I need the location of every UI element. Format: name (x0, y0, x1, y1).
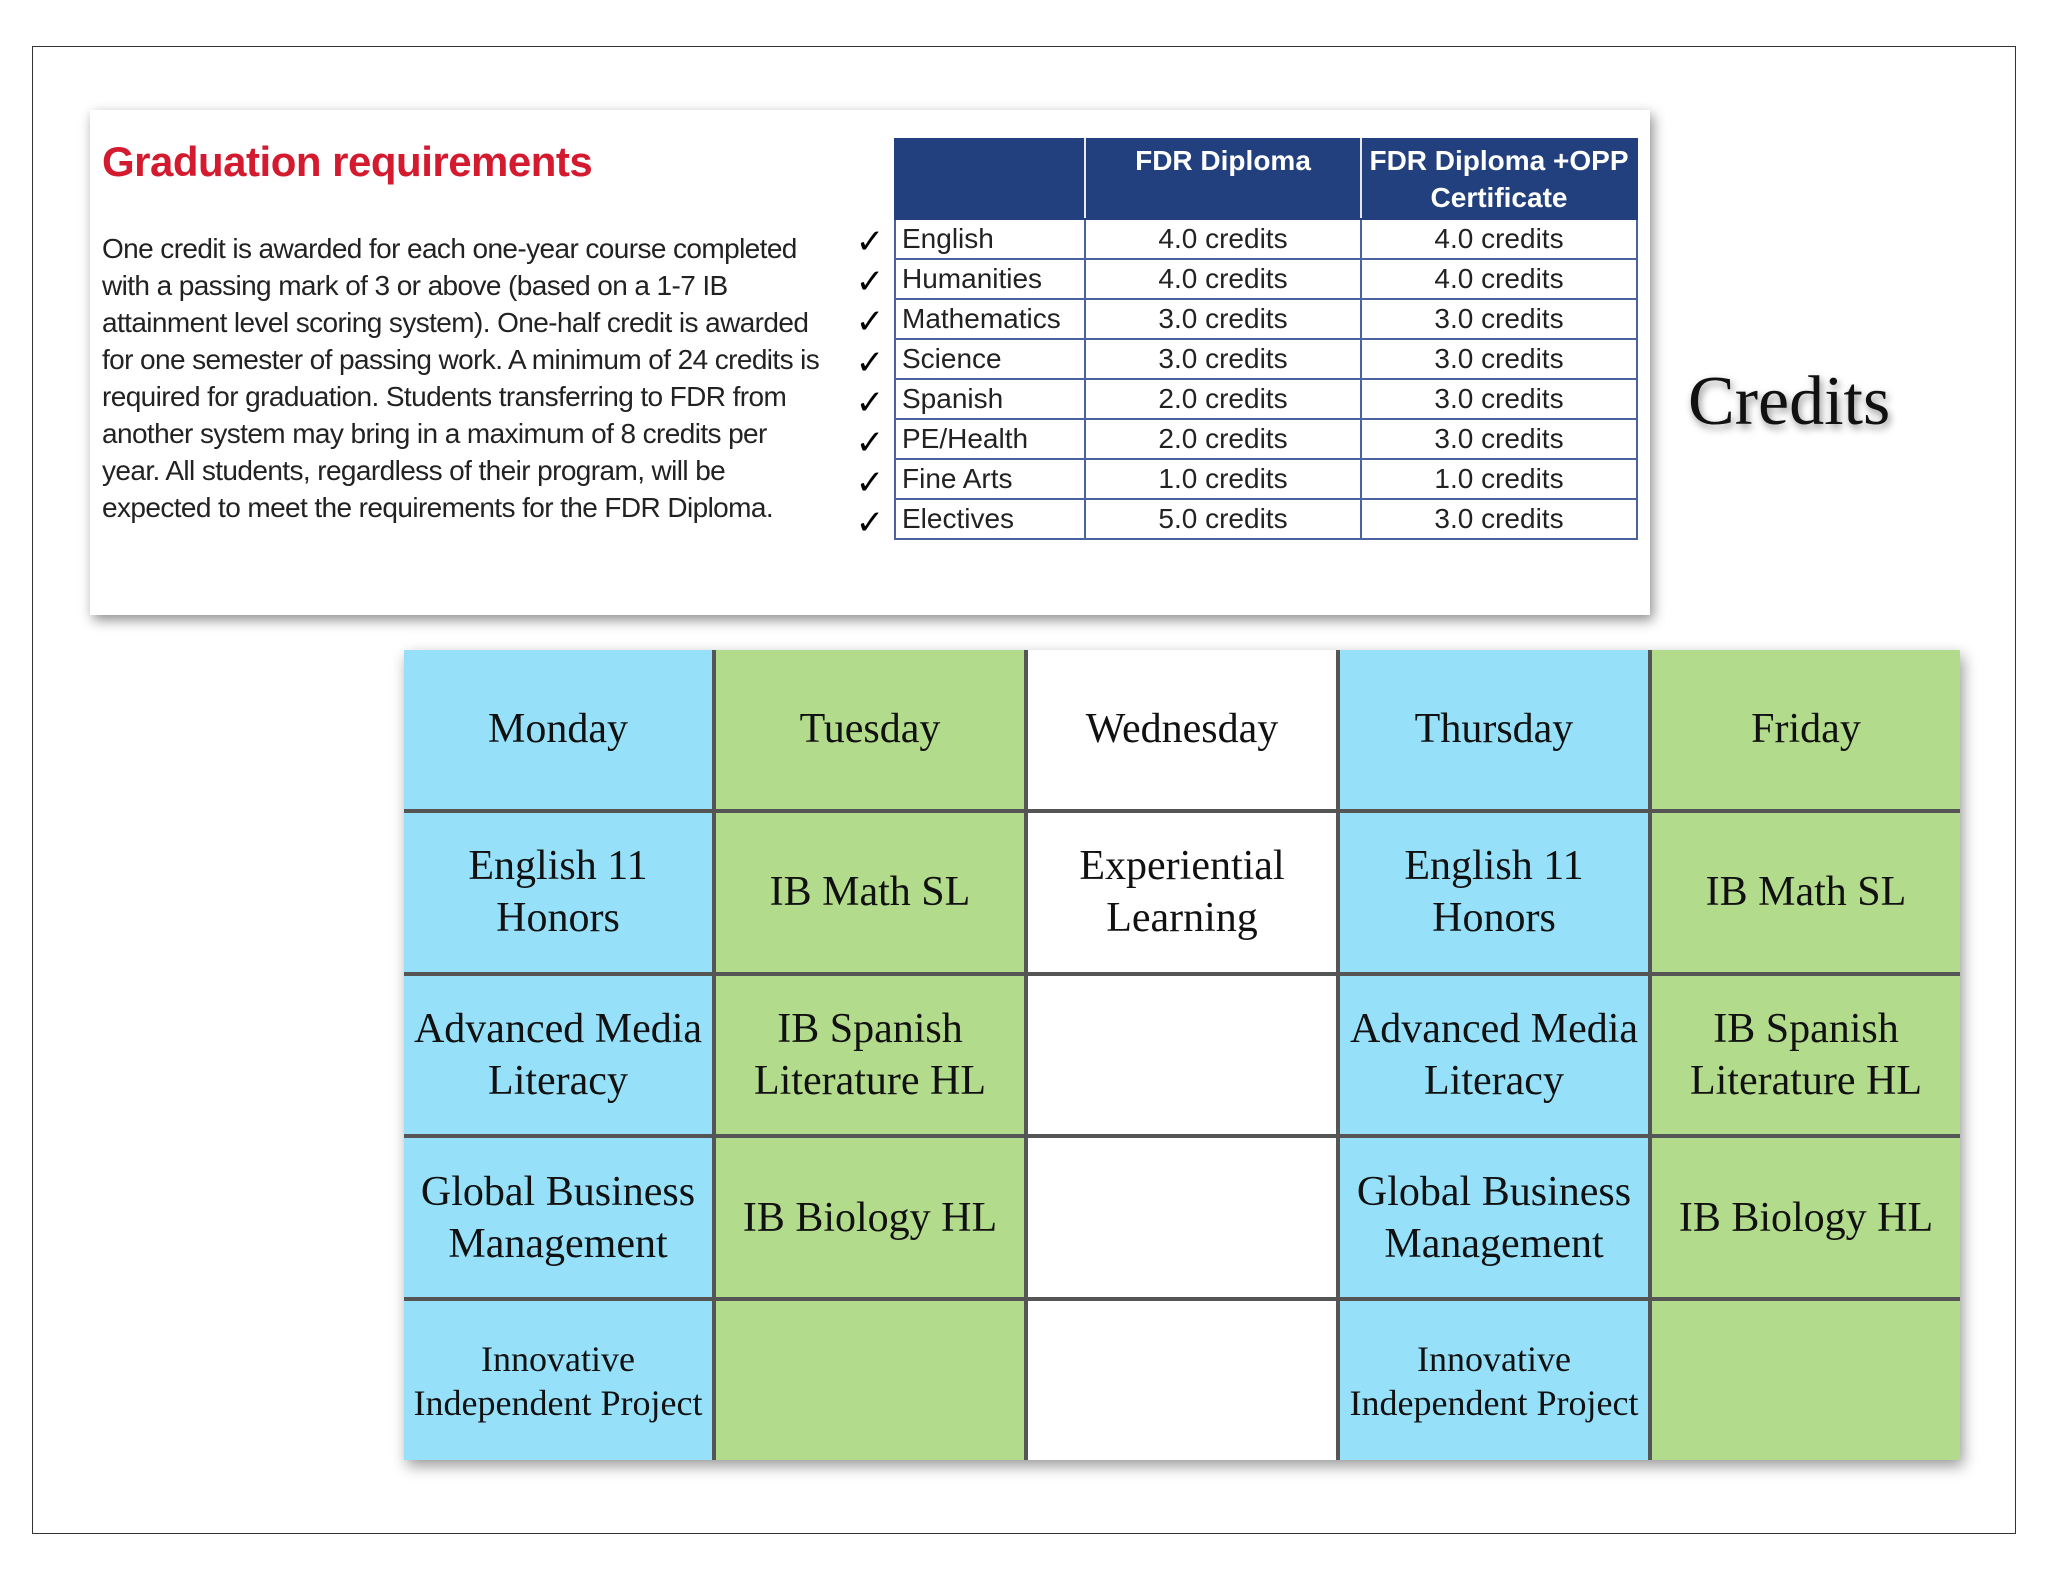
check-icon: ✓ (855, 422, 885, 463)
class-cell: Innovative Independent Project (404, 1301, 712, 1460)
day-header-friday: Friday (1652, 650, 1960, 809)
table-row (895, 259, 1637, 299)
graduation-requirements-card (90, 110, 1650, 615)
class-cell: Global Business Management (404, 1138, 712, 1297)
opp-credits-cell: 1.0 credits (1361, 459, 1637, 499)
fdr-credits-cell: 2.0 credits (1085, 419, 1361, 459)
day-header-wednesday: Wednesday (1028, 650, 1336, 809)
table-row (895, 379, 1637, 419)
check-icon: ✓ (855, 342, 885, 383)
table-row (895, 499, 1637, 539)
class-cell: Innovative Independent Project (1340, 1301, 1648, 1460)
credits-table (894, 138, 1638, 540)
empty-cell (1028, 976, 1336, 1135)
header-fdr-opp-certificate: FDR Diploma +OPP Certificate (1361, 139, 1637, 219)
opp-credits-cell: 3.0 credits (1361, 299, 1637, 339)
table-row (895, 299, 1637, 339)
fdr-credits-cell: 3.0 credits (1085, 339, 1361, 379)
check-icon: ✓ (855, 262, 885, 303)
check-icon: ✓ (855, 222, 885, 262)
class-cell: Advanced Media Literacy (1340, 976, 1648, 1135)
class-cell: IB Biology HL (716, 1138, 1024, 1297)
fdr-credits-cell: 3.0 credits (1085, 299, 1361, 339)
credits-heading: Credits (1688, 363, 1891, 440)
weekly-schedule-grid (404, 650, 1960, 1460)
subject-cell: Fine Arts (895, 459, 1085, 499)
class-cell: IB Spanish Literature HL (716, 976, 1024, 1135)
check-column (852, 218, 888, 544)
check-icon: ✓ (855, 382, 885, 423)
fdr-credits-cell: 2.0 credits (1085, 379, 1361, 419)
class-cell: Advanced Media Literacy (404, 976, 712, 1135)
class-cell: IB Math SL (716, 813, 1024, 972)
empty-cell (1652, 1301, 1960, 1460)
subject-cell: Electives (895, 499, 1085, 539)
table-header-row (895, 139, 1637, 219)
check-icon: ✓ (855, 302, 885, 343)
day-header-tuesday: Tuesday (716, 650, 1024, 809)
table-row (895, 419, 1637, 459)
header-subject (895, 139, 1085, 219)
opp-credits-cell: 3.0 credits (1361, 499, 1637, 539)
day-header-thursday: Thursday (1340, 650, 1648, 809)
requirements-title: Graduation requirements (102, 138, 593, 185)
table-row (895, 339, 1637, 379)
fdr-credits-cell: 5.0 credits (1085, 499, 1361, 539)
class-cell: IB Biology HL (1652, 1138, 1960, 1297)
opp-credits-cell: 3.0 credits (1361, 339, 1637, 379)
table-row (895, 219, 1637, 259)
subject-cell: Spanish (895, 379, 1085, 419)
header-fdr-diploma: FDR Diploma (1085, 139, 1361, 219)
subject-cell: PE/Health (895, 419, 1085, 459)
class-cell: English 11 Honors (404, 813, 712, 972)
subject-cell: Science (895, 339, 1085, 379)
day-header-monday: Monday (404, 650, 712, 809)
subject-cell: Mathematics (895, 299, 1085, 339)
check-icon: ✓ (855, 503, 885, 544)
table-row (895, 459, 1637, 499)
opp-credits-cell: 3.0 credits (1361, 419, 1637, 459)
subject-cell: Humanities (895, 259, 1085, 299)
class-cell: IB Spanish Literature HL (1652, 976, 1960, 1135)
fdr-credits-cell: 4.0 credits (1085, 219, 1361, 259)
class-cell: Experiential Learning (1028, 813, 1336, 972)
empty-cell (1028, 1301, 1336, 1460)
class-cell: English 11 Honors (1340, 813, 1648, 972)
fdr-credits-cell: 4.0 credits (1085, 259, 1361, 299)
subject-cell: English (895, 219, 1085, 259)
class-cell: Global Business Management (1340, 1138, 1648, 1297)
opp-credits-cell: 4.0 credits (1361, 259, 1637, 299)
fdr-credits-cell: 1.0 credits (1085, 459, 1361, 499)
empty-cell (716, 1301, 1024, 1460)
requirements-description: One credit is awarded for each one-year course completed with a passing mark of 3 or above (based on a 1-7 IB attainment level scoring system). One-half credit is awarded for one semester of passing work. A minimum of 24 credits is required for graduation. Students transferring to FDR from another system may bring in a maximum of 8 credits per year. All students, regardless of their program, will be expected to meet the requirements for the FDR Diploma. (102, 233, 820, 523)
check-icon: ✓ (855, 463, 885, 504)
opp-credits-cell: 3.0 credits (1361, 379, 1637, 419)
empty-cell (1028, 1138, 1336, 1297)
opp-credits-cell: 4.0 credits (1361, 219, 1637, 259)
class-cell: IB Math SL (1652, 813, 1960, 972)
